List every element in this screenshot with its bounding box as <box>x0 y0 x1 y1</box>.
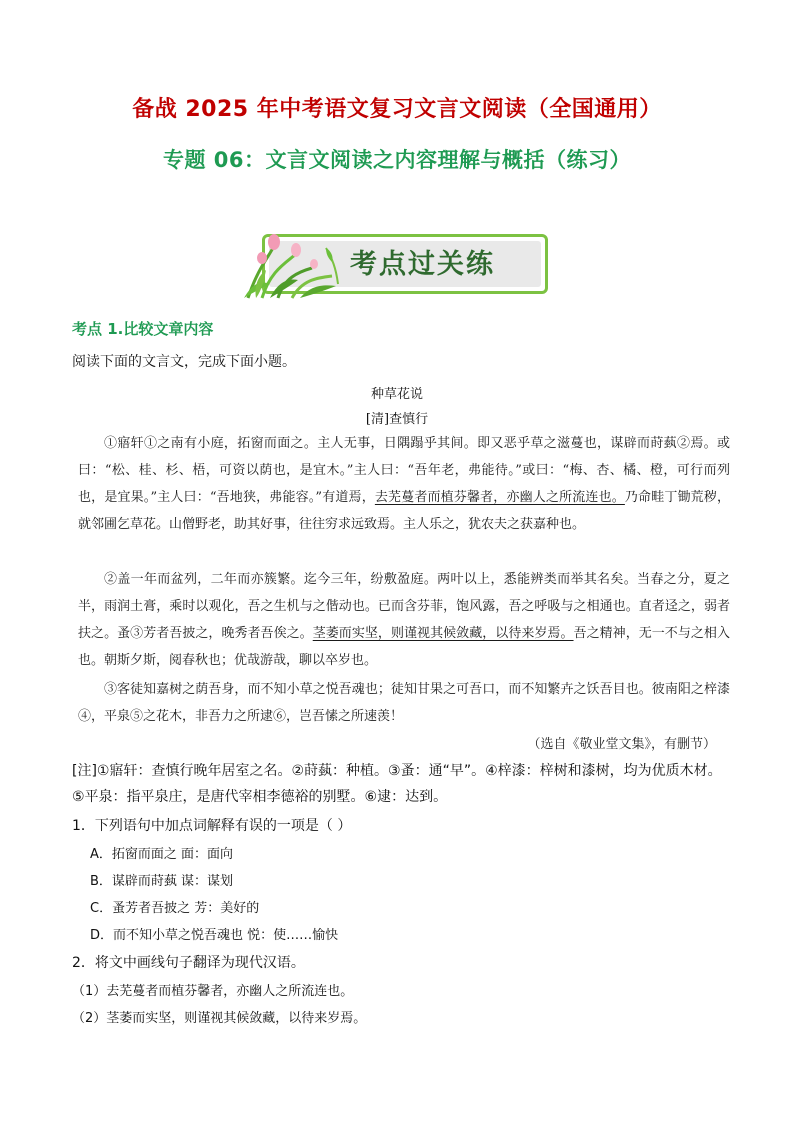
annotations <box>72 758 732 810</box>
annotation-line-1: [注]①寤轩：查慎行晚年居室之名。②莳蓺：种植。③蚤：通“早”。④梓漆：梓树和漆树，均为优质木材。 <box>72 763 722 779</box>
passage-paragraph-2: ②盖一年而盆列，二年而亦簇繁。迄今三年，纷敷盈庭。两叶以上，悉能辨类而举其名矣。当春之分，夏之半，雨润土膏，乘时以观化，吾之生机与之偕动也。已而含芬菲，饱风露，吾之呼吸与之相通也。直者迳之，弱者扶之。蚤③芳者吾披之，晚秀者吾俟之。茎萎而实坚，则谨视其候敛藏，以待来岁焉。吾之精神，无一不与之相入也。朝斯夕斯，阅春秋也；优哉游哉，聊以卒岁也。 <box>78 572 730 668</box>
underlined-sentence-2: 茎萎而实坚，则谨视其候敛藏，以待来岁焉。 <box>312 626 574 641</box>
passage-paragraph-1: ①寤轩①之南有小庭，拓窗而面之。主人无事，日隅蹋乎其间。即又恶乎草之滋蔓也，谋辟而莳蓺②焉。或曰：“松、桂、杉、梧，可资以荫也，是宜木。”主人曰：“吾年老，弗能待。”或曰：“梅、杏、橘、橙，可行而列也，是宜果。”主人曰：“吾地狭，弗能容。”有道焉，去芜蔓者而植芬馨者，亦幽人之所流连也。乃命畦丁锄荒秽，就邻圃乞草花。山僧野老，助其好事，往往穷求远致焉。主人乐之，犹农夫之获嘉种也。 <box>78 436 730 532</box>
passage-source: （选自《敬业堂文集》，有删节） <box>527 737 716 752</box>
question-1-option-b: B．谋辟而莳蓺 谋：谋划 <box>90 874 234 889</box>
underlined-sentence-1: 去芜蔓者而植芬馨者，亦幽人之所流连也。 <box>374 490 625 505</box>
passage-title: 种草花说 <box>370 387 423 402</box>
passage-paragraph-3: ③客徒知嘉树之荫吾身，而不知小草之悦吾魂也；徒知甘果之可吾口，而不知繁卉之饫吾目也。彼南阳之梓漆④，平泉⑤之花木，非吾力之所逮⑥，岂吾愫之所速羡！ <box>78 682 730 724</box>
passage-author: [清]查慎行 <box>365 412 429 427</box>
section-heading: 考点 1.比较文章内容 <box>72 320 214 338</box>
section-banner <box>240 228 550 300</box>
question-1-option-d: D．而不知小草之悦吾魂也 悦：使……愉快 <box>90 928 339 943</box>
intro-text: 阅读下面的文言文，完成下面小题。 <box>72 354 296 370</box>
document-title: 备战 2025 年中考语文复习文言文阅读（全国通用） <box>132 97 662 122</box>
question-2-part-1: （1）去芜蔓者而植芬馨者，亦幽人之所流连也。 <box>72 984 354 999</box>
question-2-part-2: （2）茎萎而实坚，则谨视其候敛藏，以待来岁焉。 <box>72 1011 367 1026</box>
banner-label: 考点过关练 <box>350 249 495 280</box>
flower-grass-icon <box>240 228 350 300</box>
question-1-option-a: A．拓窗而面之 面：面向 <box>90 847 234 862</box>
question-2: 2．将文中画线句子翻译为现代汉语。 <box>72 955 305 971</box>
question-1: 1．下列语句中加点词解释有误的一项是（ ） <box>72 818 352 834</box>
annotation-line-2: ⑤平泉：指平泉庄，是唐代宰相李德裕的别墅。⑥逮：达到。 <box>72 789 448 805</box>
document-subtitle: 专题 06：文言文阅读之内容理解与概括（练习） <box>162 148 632 172</box>
question-1-option-c: C．蚤芳者吾披之 芳：美好的 <box>90 901 260 916</box>
